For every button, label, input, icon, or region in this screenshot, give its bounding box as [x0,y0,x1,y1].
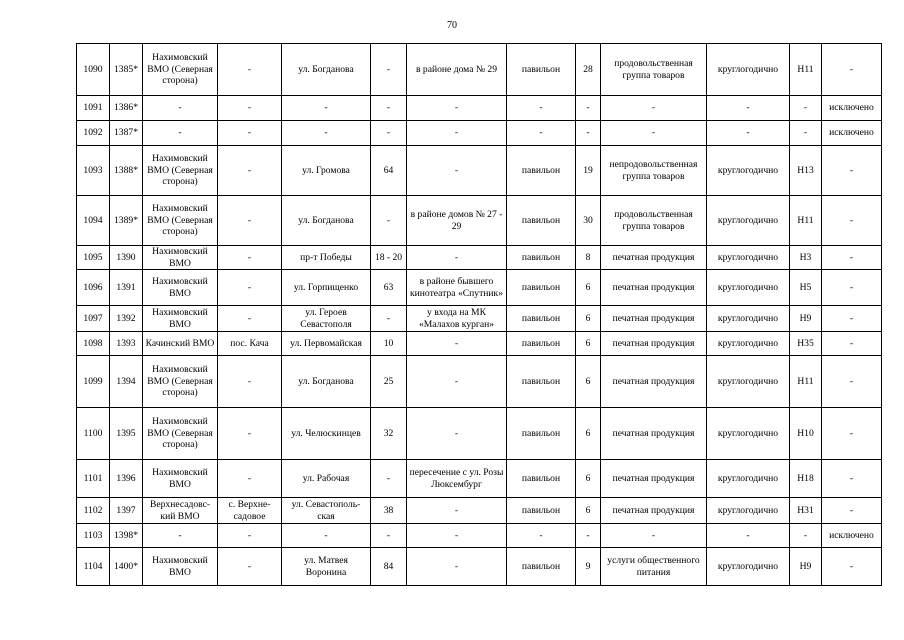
landmark-cell: пересечение с ул. Розы Люксембург [407,460,507,498]
district-cell: Нахимовский ВМО [143,246,218,270]
landmark-cell: - [407,524,507,548]
operating-period-cell: круглогодично [707,196,790,246]
object-type-cell: павильон [507,246,576,270]
street-cell: - [282,121,371,146]
house-number-cell: - [371,524,407,548]
landmark-cell: в районе домов № 27 - 29 [407,196,507,246]
operating-period-cell: круглогодично [707,356,790,408]
specialization-cell: - [601,524,707,548]
area-cell: 30 [576,196,601,246]
note-cell: - [822,44,882,96]
area-cell: 6 [576,306,601,332]
operating-period-cell: - [707,96,790,121]
object-id-cell: 1389* [110,196,143,246]
house-number-cell: 64 [371,146,407,196]
row-number-cell: 1097 [77,306,110,332]
house-number-cell: - [371,306,407,332]
operating-period-cell: круглогодично [707,460,790,498]
house-number-cell: - [371,460,407,498]
landmark-cell: - [407,146,507,196]
house-number-cell: 63 [371,270,407,306]
zone-code-cell: Н11 [790,356,822,408]
landmark-cell: - [407,121,507,146]
landmark-cell: - [407,356,507,408]
note-cell: - [822,270,882,306]
object-id-cell: 1398* [110,524,143,548]
zone-code-cell: Н31 [790,498,822,524]
house-number-cell: 18 - 20 [371,246,407,270]
object-id-cell: 1387* [110,121,143,146]
specialization-cell: печатная продукция [601,460,707,498]
zone-code-cell: Н18 [790,460,822,498]
zone-code-cell: Н11 [790,44,822,96]
settlement-cell: - [218,460,282,498]
registry-table [76,43,882,586]
zone-code-cell: - [790,524,822,548]
note-cell: исключено [822,524,882,548]
object-type-cell: павильон [507,44,576,96]
operating-period-cell: круглогодично [707,306,790,332]
area-cell: 9 [576,548,601,586]
table-row [77,498,882,524]
zone-code-cell: - [790,121,822,146]
object-type-cell: павильон [507,460,576,498]
zone-code-cell: Н5 [790,270,822,306]
specialization-cell: - [601,96,707,121]
street-cell: ул. Челюскинцев [282,408,371,460]
specialization-cell: продовольственная группа товаров [601,44,707,96]
table-row [77,270,882,306]
settlement-cell: - [218,246,282,270]
specialization-cell: печатная продукция [601,332,707,356]
landmark-cell: - [407,246,507,270]
district-cell: Верхнесадовс-кий ВМО [143,498,218,524]
settlement-cell: - [218,270,282,306]
district-cell: Нахимовский ВМО [143,460,218,498]
table-row [77,96,882,121]
landmark-cell: в районе дома № 29 [407,44,507,96]
specialization-cell: продовольственная группа товаров [601,196,707,246]
area-cell: - [576,121,601,146]
area-cell: - [576,524,601,548]
house-number-cell: 25 [371,356,407,408]
object-id-cell: 1391 [110,270,143,306]
area-cell: 6 [576,408,601,460]
street-cell: - [282,96,371,121]
object-id-cell: 1397 [110,498,143,524]
table-row [77,332,882,356]
operating-period-cell: - [707,524,790,548]
object-type-cell: - [507,96,576,121]
operating-period-cell: круглогодично [707,44,790,96]
object-id-cell: 1390 [110,246,143,270]
object-id-cell: 1394 [110,356,143,408]
street-cell: ул. Богданова [282,44,371,96]
row-number-cell: 1102 [77,498,110,524]
object-type-cell: павильон [507,408,576,460]
settlement-cell: - [218,196,282,246]
district-cell: Нахимовский ВМО (Северная сторона) [143,146,218,196]
registry-rows [77,44,882,586]
row-number-cell: 1104 [77,548,110,586]
district-cell: Качинский ВМО [143,332,218,356]
table-row [77,460,882,498]
landmark-cell: - [407,408,507,460]
street-cell: ул. Героев Севастополя [282,306,371,332]
area-cell: 28 [576,44,601,96]
district-cell: Нахимовский ВМО [143,270,218,306]
table-row [77,146,882,196]
object-type-cell: павильон [507,548,576,586]
settlement-cell: пос. Кача [218,332,282,356]
area-cell: 6 [576,356,601,408]
operating-period-cell: круглогодично [707,548,790,586]
row-number-cell: 1099 [77,356,110,408]
district-cell: Нахимовский ВМО (Северная сторона) [143,196,218,246]
operating-period-cell: - [707,121,790,146]
street-cell: ул. Богданова [282,356,371,408]
operating-period-cell: круглогодично [707,270,790,306]
district-cell: Нахимовский ВМО (Северная сторона) [143,408,218,460]
area-cell: 6 [576,498,601,524]
landmark-cell: - [407,548,507,586]
row-number-cell: 1090 [77,44,110,96]
zone-code-cell: Н35 [790,332,822,356]
table-row [77,196,882,246]
row-number-cell: 1094 [77,196,110,246]
object-type-cell: павильон [507,146,576,196]
specialization-cell: - [601,121,707,146]
settlement-cell: - [218,306,282,332]
street-cell: ул. Первомайская [282,332,371,356]
row-number-cell: 1091 [77,96,110,121]
zone-code-cell: Н9 [790,548,822,586]
specialization-cell: непродовольственная группа товаров [601,146,707,196]
specialization-cell: печатная продукция [601,498,707,524]
specialization-cell: печатная продукция [601,408,707,460]
zone-code-cell: Н11 [790,196,822,246]
object-id-cell: 1388* [110,146,143,196]
object-type-cell: павильон [507,332,576,356]
table-row [77,121,882,146]
object-id-cell: 1396 [110,460,143,498]
settlement-cell: - [218,121,282,146]
object-id-cell: 1393 [110,332,143,356]
operating-period-cell: круглогодично [707,408,790,460]
zone-code-cell: Н3 [790,246,822,270]
landmark-cell: - [407,498,507,524]
object-id-cell: 1395 [110,408,143,460]
street-cell: - [282,524,371,548]
table-row [77,356,882,408]
landmark-cell: - [407,96,507,121]
street-cell: ул. Рабочая [282,460,371,498]
object-id-cell: 1385* [110,44,143,96]
note-cell: - [822,306,882,332]
landmark-cell: в районе бывшего кинотеатра «Спутник» [407,270,507,306]
row-number-cell: 1100 [77,408,110,460]
house-number-cell: - [371,96,407,121]
street-cell: ул. Севастополь-ская [282,498,371,524]
row-number-cell: 1095 [77,246,110,270]
table-row [77,246,882,270]
settlement-cell: - [218,146,282,196]
area-cell: 8 [576,246,601,270]
district-cell: - [143,121,218,146]
object-type-cell: павильон [507,306,576,332]
house-number-cell: 32 [371,408,407,460]
landmark-cell: - [407,332,507,356]
street-cell: пр-т Победы [282,246,371,270]
zone-code-cell: Н9 [790,306,822,332]
operating-period-cell: круглогодично [707,146,790,196]
area-cell: 6 [576,460,601,498]
object-type-cell: - [507,524,576,548]
area-cell: 19 [576,146,601,196]
table-row [77,44,882,96]
object-type-cell: павильон [507,498,576,524]
specialization-cell: печатная продукция [601,246,707,270]
object-id-cell: 1386* [110,96,143,121]
note-cell: - [822,460,882,498]
settlement-cell: - [218,96,282,121]
note-cell: - [822,196,882,246]
object-id-cell: 1400* [110,548,143,586]
row-number-cell: 1092 [77,121,110,146]
operating-period-cell: круглогодично [707,498,790,524]
page-number: 70 [447,20,457,31]
house-number-cell: - [371,44,407,96]
row-number-cell: 1096 [77,270,110,306]
street-cell: ул. Горпищенко [282,270,371,306]
house-number-cell: - [371,196,407,246]
row-number-cell: 1098 [77,332,110,356]
district-cell: Нахимовский ВМО (Северная сторона) [143,356,218,408]
operating-period-cell: круглогодично [707,332,790,356]
operating-period-cell: круглогодично [707,246,790,270]
district-cell: Нахимовский ВМО [143,306,218,332]
settlement-cell: - [218,548,282,586]
settlement-cell: - [218,524,282,548]
object-type-cell: павильон [507,196,576,246]
table-row [77,306,882,332]
note-cell: исключено [822,96,882,121]
house-number-cell: 10 [371,332,407,356]
district-cell: Нахимовский ВМО (Северная сторона) [143,44,218,96]
settlement-cell: с. Верхне-садовое [218,498,282,524]
settlement-cell: - [218,356,282,408]
note-cell: - [822,408,882,460]
zone-code-cell: - [790,96,822,121]
note-cell: - [822,356,882,408]
note-cell: - [822,332,882,356]
district-cell: - [143,524,218,548]
district-cell: Нахимовский ВМО [143,548,218,586]
table-row [77,408,882,460]
row-number-cell: 1093 [77,146,110,196]
area-cell: 6 [576,270,601,306]
house-number-cell: 84 [371,548,407,586]
zone-code-cell: Н13 [790,146,822,196]
row-number-cell: 1101 [77,460,110,498]
settlement-cell: - [218,44,282,96]
object-type-cell: павильон [507,270,576,306]
note-cell: - [822,246,882,270]
area-cell: - [576,96,601,121]
house-number-cell: 38 [371,498,407,524]
settlement-cell: - [218,408,282,460]
specialization-cell: печатная продукция [601,306,707,332]
table-row [77,524,882,548]
district-cell: - [143,96,218,121]
area-cell: 6 [576,332,601,356]
note-cell: - [822,548,882,586]
specialization-cell: печатная продукция [601,356,707,408]
specialization-cell: печатная продукция [601,270,707,306]
zone-code-cell: Н10 [790,408,822,460]
note-cell: исключено [822,121,882,146]
street-cell: ул. Громова [282,146,371,196]
object-type-cell: - [507,121,576,146]
note-cell: - [822,146,882,196]
object-type-cell: павильон [507,356,576,408]
table-row [77,548,882,586]
note-cell: - [822,498,882,524]
landmark-cell: у входа на МК «Малахов курган» [407,306,507,332]
specialization-cell: услуги общественного питания [601,548,707,586]
street-cell: ул. Богданова [282,196,371,246]
street-cell: ул. Матвея Воронина [282,548,371,586]
house-number-cell: - [371,121,407,146]
object-id-cell: 1392 [110,306,143,332]
row-number-cell: 1103 [77,524,110,548]
